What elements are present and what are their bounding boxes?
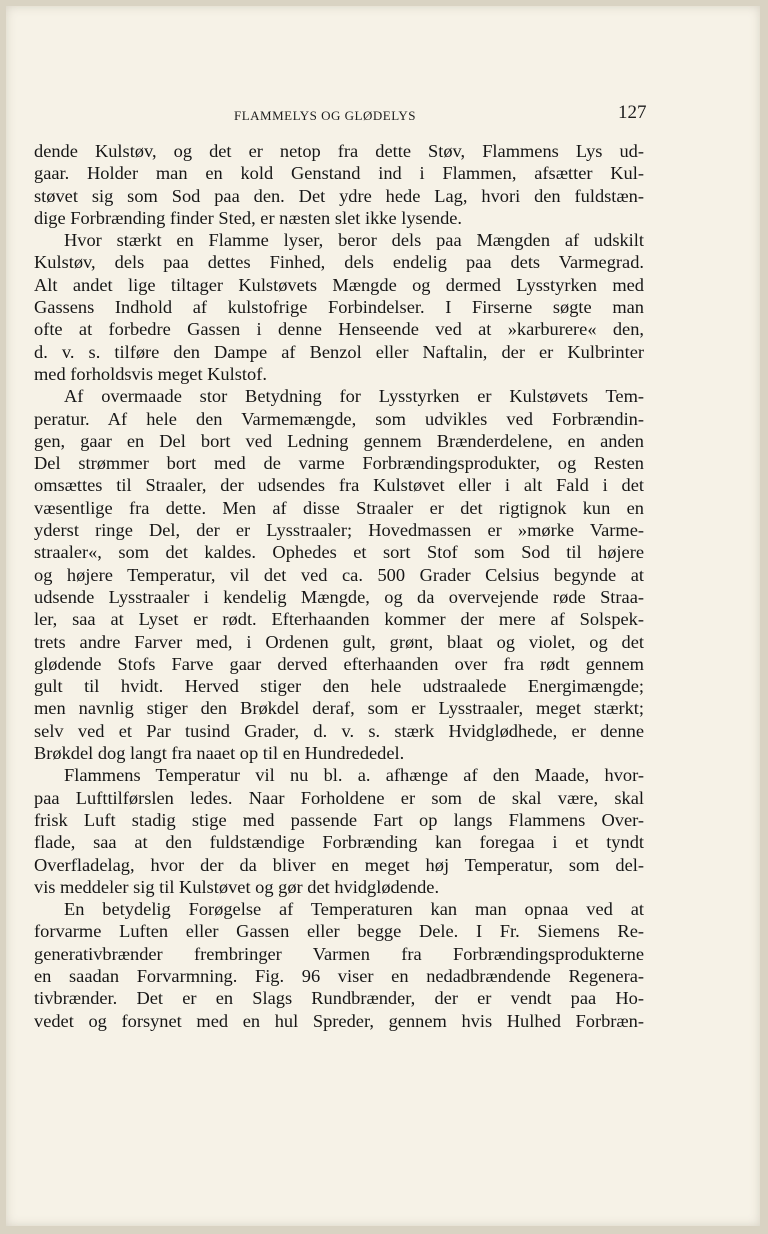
text-line: Brøkdel dog langt fra naaet op til en Hundrededel. — [34, 743, 405, 764]
paragraph — [34, 385, 644, 764]
body-text — [34, 140, 644, 1032]
text-line: yderst ringe Del, der er Lysstraaler; Hovedmassen er »mørke Varme- — [34, 520, 644, 541]
text-line: vis meddeler sig til Kulstøvet og gør det hvidglødende. — [34, 876, 440, 897]
text-line: men navnlig stiger den Brøkdel deraf, som er Lysstraaler, meget stærkt; — [34, 698, 644, 719]
text-line: Overfladelag, hvor der da bliver en meget høj Temperatur, som del- — [34, 854, 644, 875]
paragraph — [34, 764, 644, 898]
text-line: Kulstøv, dels paa dettes Finhed, dels endelig paa dets Varmegrad. — [34, 252, 644, 273]
paragraph — [34, 898, 644, 1032]
paragraph — [34, 229, 644, 385]
text-line: ler, saa at Lyset er rødt. Efterhaanden kommer der mere af Solspek- — [34, 609, 644, 630]
text-line: straaler«, som det kaldes. Ophedes et sort Stof som Sod til højere — [34, 542, 644, 563]
text-line: Hvor stærkt en Flamme lyser, beror dels paa Mængden af udskilt — [64, 230, 644, 251]
text-line: d. v. s. tilføre den Dampe af Benzol eller Naftalin, der er Kulbrinter — [34, 341, 644, 362]
text-line: med forholdsvis meget Kulstof. — [34, 363, 267, 384]
text-line: Alt andet lige tiltager Kulstøvets Mængde og dermed Lysstyrken med — [34, 274, 644, 295]
page-number: 127 — [618, 102, 647, 123]
text-line: Del strømmer bort med de varme Forbrændingsprodukter, og Resten — [34, 453, 644, 474]
text-line: Flammens Temperatur vil nu bl. a. afhænge af den Maade, hvor- — [64, 765, 644, 786]
text-line: gult til hvidt. Herved stiger den hele udstraalede Energimængde; — [34, 676, 644, 697]
text-line: generativbrænder frembringer Varmen fra Forbrændingsprodukterne — [34, 943, 644, 964]
text-line: en saadan Forvarmning. Fig. 96 viser en nedadbrændende Regenera- — [34, 965, 644, 986]
text-line: omsættes til Straaler, der udsendes fra Kulstøvet eller i alt Fald i det — [34, 475, 644, 496]
running-title: FLAMMELYS OG GLØDELYS — [234, 108, 416, 123]
text-line: trets andre Farver med, i Ordenen gult, grønt, blaat og violet, og det — [34, 631, 644, 652]
text-line: væsentlige fra dette. Men af disse Straaler er det rigtignok kun en — [34, 497, 644, 518]
text-line: selv ved et Par tusind Grader, d. v. s. stærk Hvidglødhede, er denne — [34, 720, 644, 741]
text-line: En betydelig Forøgelse af Temperaturen kan man opnaa ved at — [64, 899, 644, 920]
text-line: dige Forbrænding finder Sted, er næsten slet ikke lysende. — [34, 207, 463, 228]
text-line: Gassens Indhold af kulstofrige Forbindelser. I Firserne søgte man — [34, 297, 644, 318]
text-line: glødende Stofs Farve gaar derved efterhaanden over fra rødt gennem — [34, 653, 644, 674]
paragraph — [34, 140, 644, 229]
text-line: dende Kulstøv, og det er netop fra dette Støv, Flammens Lys ud- — [34, 141, 644, 161]
text-line: Af overmaade stor Betydning for Lysstyrken er Kulstøvets Tem- — [64, 386, 644, 407]
book-page — [6, 6, 760, 1226]
text-line: forvarme Luften eller Gassen eller begge Dele. I Fr. Siemens Re- — [34, 921, 644, 942]
text-line: gen, gaar en Del bort ved Ledning gennem Brænderdelene, en anden — [34, 430, 644, 451]
text-line: tivbrænder. Det er en Slags Rundbrænder, der er vendt paa Ho- — [34, 988, 644, 1009]
text-line: og højere Temperatur, vil det ved ca. 500 Grader Celsius begynde at — [34, 564, 644, 585]
text-line: vedet og forsynet med en hul Spreder, gennem hvis Hulhed Forbræn- — [34, 1010, 644, 1031]
text-line: udsende Lysstraaler i kendelig Mængde, og da overvejende røde Straa- — [34, 586, 644, 607]
text-line: flade, saa at den fuldstændige Forbrænding kan foregaa i et tyndt — [34, 832, 644, 853]
text-line: paa Lufttilførslen ledes. Naar Forholdene er som de skal være, skal — [34, 787, 644, 808]
text-line: gaar. Holder man en kold Genstand ind i Flammen, afsætter Kul- — [34, 163, 644, 184]
text-line: frisk Luft stadig stige med passende Fart op langs Flammens Over- — [34, 809, 644, 830]
text-line: ofte at forbedre Gassen i denne Henseende ved at »karburere« den, — [34, 319, 644, 340]
page-header — [6, 102, 760, 132]
text-line: peratur. Af hele den Varmemængde, som udvikles ved Forbrændin- — [34, 408, 644, 429]
text-line: støvet sig som Sod paa den. Det ydre hede Lag, hvori den fuldstæn- — [34, 185, 644, 206]
